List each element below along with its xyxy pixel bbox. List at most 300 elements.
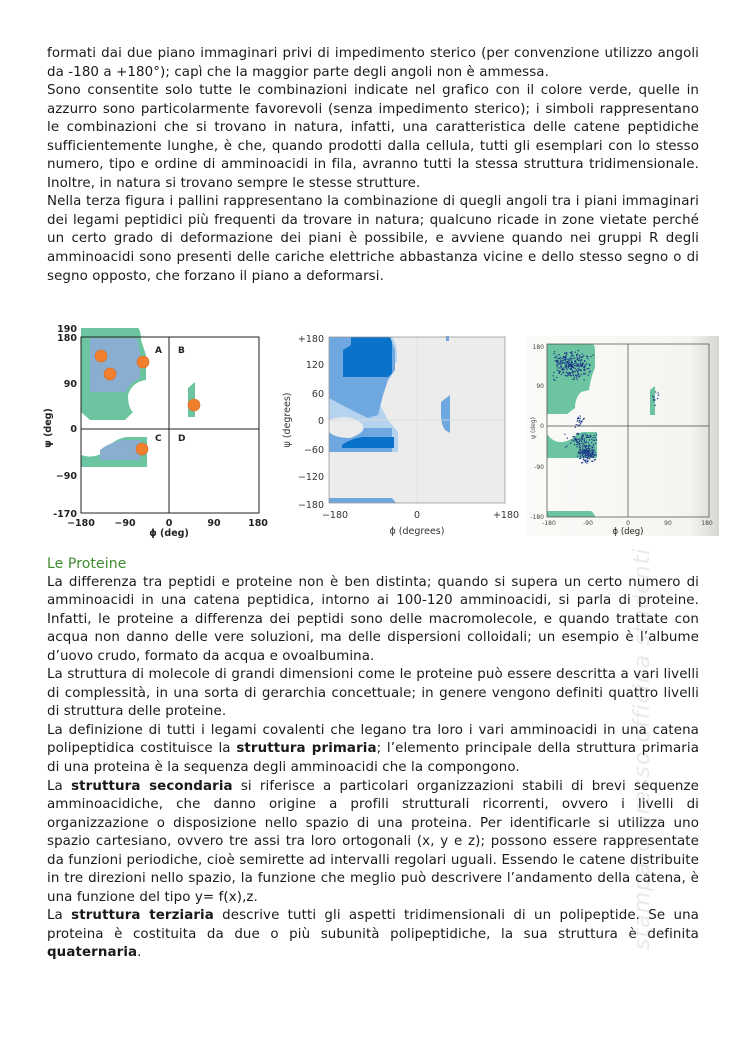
y-tick-label: 180 xyxy=(57,333,77,344)
scatter-point xyxy=(584,367,585,368)
scatter-point xyxy=(596,439,597,440)
scatter-point xyxy=(653,396,654,397)
y-axis-label: ψ (degrees) xyxy=(282,392,293,448)
scatter-point xyxy=(585,442,586,443)
scatter-point xyxy=(578,360,579,361)
text: La xyxy=(47,908,72,924)
scatter-point xyxy=(588,445,589,446)
paragraph xyxy=(47,778,699,908)
scatter-point xyxy=(658,394,659,395)
scatter-point xyxy=(556,377,557,378)
scatter-point xyxy=(581,366,582,367)
scatter-point xyxy=(575,437,576,438)
scatter-point xyxy=(574,379,575,380)
scatter-point xyxy=(573,440,574,441)
scatter-point xyxy=(580,363,581,364)
scatter-point xyxy=(576,444,577,445)
x-tick-label: −180 xyxy=(321,510,349,521)
scatter-point xyxy=(576,377,577,378)
y-axis-label: ψ (deg) xyxy=(530,417,537,439)
scatter-point xyxy=(579,424,580,425)
y-tick-label: -180 xyxy=(530,514,544,521)
y-tick-label: 90 xyxy=(536,383,544,390)
scatter-point xyxy=(553,372,554,373)
scatter-point xyxy=(587,461,588,462)
scatter-point xyxy=(571,439,572,440)
scatter-point xyxy=(596,434,597,435)
paragraph xyxy=(47,722,699,778)
scatter-point xyxy=(556,360,557,361)
scatter-point xyxy=(580,370,581,371)
scatter-point xyxy=(576,441,577,442)
scatter-point xyxy=(573,436,574,437)
scatter-point xyxy=(578,444,579,445)
scatter-point xyxy=(595,452,596,453)
scatter-point xyxy=(563,356,564,357)
scatter-point xyxy=(568,365,569,366)
scatter-point xyxy=(567,361,568,362)
paragraph: La differenza tra peptidi e proteine non è ben distinta; quando si supera un certo numero di amminoacidi in una catena peptidica, intorno ai 100-120 amminoacidi, si parla di proteine. Infatti, le proteine a differenza dei peptidi sono delle macromolecole, e quando trattate con acqua non danno delle vere soluzioni, ma delle dispersioni colloidali; un esempio è l’albume d’uovo crudo, formato da acqua e ovoalbumina. xyxy=(47,574,699,664)
scatter-point xyxy=(655,405,656,406)
scatter-point xyxy=(577,368,578,369)
scatter-point xyxy=(576,424,577,425)
scatter-point xyxy=(592,437,593,438)
term-struttura-secondaria: struttura secondaria xyxy=(71,778,233,794)
scatter-point xyxy=(577,372,578,373)
y-tick-label: 90 xyxy=(63,379,77,390)
scatter-point xyxy=(576,359,577,360)
scatter-point xyxy=(592,447,593,448)
y-tick-label: 0 xyxy=(70,424,77,435)
scatter-point xyxy=(578,350,579,351)
scatter-point xyxy=(587,455,588,456)
scatter-point xyxy=(572,354,573,355)
quadrant-label: D xyxy=(178,434,186,444)
scatter-point xyxy=(580,456,581,457)
scatter-point xyxy=(581,359,582,360)
scatter-point xyxy=(570,368,571,369)
scatter-point xyxy=(589,439,590,440)
scatter-point xyxy=(581,363,582,364)
scatter-point xyxy=(583,373,584,374)
scatter-point xyxy=(567,369,568,370)
scatter-point xyxy=(562,358,563,359)
scatter-point xyxy=(557,367,558,368)
quadrant-label: A xyxy=(155,346,162,356)
scatter-point xyxy=(567,359,568,360)
scatter-point xyxy=(565,447,566,448)
x-tick-label: 180 xyxy=(701,520,713,527)
scatter-point xyxy=(590,455,591,456)
scatter-point xyxy=(586,452,587,453)
text: . xyxy=(137,945,142,961)
scatter-point xyxy=(589,372,590,373)
scatter-point xyxy=(590,436,591,437)
scatter-point xyxy=(580,450,581,451)
scatter-point xyxy=(568,374,569,375)
scatter-point xyxy=(559,363,560,364)
ramachandran-plot-3 xyxy=(527,336,719,536)
scatter-point xyxy=(581,441,582,442)
text: ; l’elemento principale della struttura primaria di una proteina è la sequenza degli amminoacidi che la compongono. xyxy=(47,741,699,776)
scatter-point xyxy=(581,353,582,354)
scatter-point xyxy=(579,418,580,419)
scatter-point xyxy=(566,375,567,376)
x-tick-label: 0 xyxy=(626,520,630,527)
scatter-point xyxy=(573,375,574,376)
scatter-point xyxy=(594,455,595,456)
scatter-point xyxy=(569,373,570,374)
scatter-point xyxy=(576,375,577,376)
scatter-point xyxy=(576,365,577,366)
scatter-point xyxy=(566,445,567,446)
scatter-point xyxy=(571,358,572,359)
scatter-point xyxy=(578,358,579,359)
x-axis-label: ϕ (deg) xyxy=(149,528,189,539)
scatter-point xyxy=(582,435,583,436)
scatter-point xyxy=(586,435,587,436)
scatter-point xyxy=(560,360,561,361)
term-quaternaria: quaternaria xyxy=(47,945,138,961)
scatter-point xyxy=(569,359,570,360)
scatter-point xyxy=(587,448,588,449)
scatter-point xyxy=(589,452,590,453)
scatter-point xyxy=(589,458,590,459)
scatter-point xyxy=(595,443,596,444)
scatter-point xyxy=(583,453,584,454)
scatter-point xyxy=(578,453,579,454)
scatter-point xyxy=(556,364,557,365)
scatter-point xyxy=(657,398,658,399)
scatter-point xyxy=(566,352,567,353)
scatter-point xyxy=(572,379,573,380)
scatter-point xyxy=(558,362,559,363)
scatter-point xyxy=(581,437,582,438)
scatter-point xyxy=(560,363,561,364)
scatter-point xyxy=(556,369,557,370)
scatter-point xyxy=(592,461,593,462)
x-tick-label: 90 xyxy=(664,520,672,527)
scatter-point xyxy=(584,460,585,461)
scatter-point xyxy=(578,373,579,374)
y-tick-label: +180 xyxy=(297,334,324,345)
scatter-point xyxy=(586,363,587,364)
scatter-point xyxy=(582,438,583,439)
y-tick-label: −120 xyxy=(297,472,324,483)
scatter-point xyxy=(562,369,563,370)
scatter-point xyxy=(584,370,585,371)
y-tick-label: −180 xyxy=(297,500,324,511)
y-tick-label: 180 xyxy=(532,344,544,351)
y-tick-label: 0 xyxy=(540,423,544,430)
scatter-point xyxy=(577,371,578,372)
scatter-point xyxy=(591,449,592,450)
x-tick-label: -90 xyxy=(583,520,593,527)
scatter-point xyxy=(580,452,581,453)
scatter-point xyxy=(553,353,554,354)
y-tick-label: 60 xyxy=(311,389,324,400)
scatter-point xyxy=(577,354,578,355)
y-tick-label: 190 xyxy=(57,324,77,335)
scatter-point xyxy=(570,374,571,375)
scatter-point xyxy=(577,456,578,457)
scatter-point xyxy=(565,357,566,358)
scatter-point xyxy=(574,365,575,366)
data-point xyxy=(95,350,107,362)
scatter-point xyxy=(587,368,588,369)
scatter-point xyxy=(591,439,592,440)
text: La xyxy=(47,778,72,794)
scatter-point xyxy=(585,364,586,365)
scatter-point xyxy=(592,451,593,452)
scatter-point xyxy=(593,450,594,451)
scatter-point xyxy=(580,415,581,416)
scatter-point xyxy=(584,455,585,456)
scatter-point xyxy=(580,361,581,362)
scatter-point xyxy=(583,444,584,445)
scatter-point xyxy=(575,427,576,428)
scatter-point xyxy=(586,355,587,356)
y-tick-label: -90 xyxy=(534,464,544,471)
scatter-point xyxy=(564,375,565,376)
scatter-point xyxy=(570,363,571,364)
scatter-point xyxy=(556,355,557,356)
scatter-point xyxy=(556,366,557,367)
scatter-point xyxy=(557,360,558,361)
scatter-point xyxy=(557,358,558,359)
scatter-point xyxy=(578,365,579,366)
scatter-point xyxy=(657,392,658,393)
scatter-point xyxy=(578,434,579,435)
scatter-point xyxy=(584,440,585,441)
scatter-point xyxy=(560,365,561,366)
scatter-point xyxy=(591,452,592,453)
x-axis-label: ϕ (degrees) xyxy=(389,526,445,537)
scatter-point xyxy=(581,356,582,357)
scatter-point xyxy=(557,364,558,365)
scatter-point xyxy=(554,351,555,352)
text: si riferisce a particolari organizzazioni stabili di brevi sequenze amminoacidiche, che danno origine a profili strutturali ricorrenti, ovvero i livelli di organizzazione o disposizione nello spazio di una proteina. Per identificarle si utilizza uno spazio cartesiano, ovvero tre assi tra loro ortogonali (x, y e z); possono essere rappresentate da funzioni periodiche, cioè semirette ad intervalli regolari uguali. Essendo le catene distribuite in tre direzioni nello spazio, la funzione che meglio può descrivere l’andamento della catena, è una funzione del tipo y= f(x),z. xyxy=(47,778,699,905)
scatter-point xyxy=(575,352,576,353)
scatter-point xyxy=(587,458,588,459)
scatter-point xyxy=(581,421,582,422)
scatter-point xyxy=(593,435,594,436)
data-point xyxy=(104,368,116,380)
scatter-point xyxy=(564,353,565,354)
scatter-point xyxy=(570,443,571,444)
scatter-point xyxy=(570,356,571,357)
scatter-point xyxy=(574,363,575,364)
y-axis-label: ψ (deg) xyxy=(43,408,54,448)
scatter-point xyxy=(571,351,572,352)
scatter-point xyxy=(590,371,591,372)
quadrant-label: C xyxy=(155,434,162,444)
scatter-point xyxy=(575,439,576,440)
scatter-point xyxy=(580,423,581,424)
scatter-point xyxy=(591,454,592,455)
scatter-point xyxy=(595,459,596,460)
scatter-point xyxy=(579,366,580,367)
paragraph: Nella terza figura i pallini rappresentano la combinazione di quegli angoli tra i piani immaginari dei legami peptidici più frequenti da trovare in natura; qualcuno ricade in zone vietate perché un certo grado di deformazione dei piani è possibile, e avviene quando nei gruppi R degli amminoacidi sono presenti delle cariche elettriche abbastanza vicine e dello stesso segno o di segno opposto, che forzano il piano a deformarsi. xyxy=(47,194,699,284)
scatter-point xyxy=(574,361,575,362)
scatter-point xyxy=(561,374,562,375)
scatter-point xyxy=(578,451,579,452)
scatter-point xyxy=(576,357,577,358)
scatter-point xyxy=(559,367,560,368)
x-tick-label: +180 xyxy=(492,510,520,521)
scatter-point xyxy=(582,448,583,449)
scatter-point xyxy=(575,368,576,369)
scatter-point xyxy=(576,369,577,370)
scatter-point xyxy=(577,420,578,421)
ramachandran-plot-2 xyxy=(280,320,520,540)
scatter-point xyxy=(568,363,569,364)
scatter-point xyxy=(569,362,570,363)
scatter-point xyxy=(596,454,597,455)
scatter-point xyxy=(579,445,580,446)
scatter-point xyxy=(583,355,584,356)
scatter-point xyxy=(576,379,577,380)
x-tick-label: 90 xyxy=(207,518,221,529)
scatter-point xyxy=(572,366,573,367)
scatter-point xyxy=(574,371,575,372)
scatter-point xyxy=(653,400,654,401)
scatter-point xyxy=(585,459,586,460)
quadrant-label: B xyxy=(178,346,185,356)
scatter-point xyxy=(588,368,589,369)
scatter-point xyxy=(582,455,583,456)
scatter-point xyxy=(564,434,565,435)
scatter-point xyxy=(559,358,560,359)
scatter-point xyxy=(584,361,585,362)
scatter-point xyxy=(584,451,585,452)
scatter-point xyxy=(582,462,583,463)
scatter-point xyxy=(579,447,580,448)
scatter-point xyxy=(577,369,578,370)
scatter-point xyxy=(554,380,555,381)
scatter-point xyxy=(595,437,596,438)
scatter-point xyxy=(579,356,580,357)
scatter-point xyxy=(561,369,562,370)
scatter-point xyxy=(580,443,581,444)
data-point xyxy=(137,356,149,368)
x-tick-label: 0 xyxy=(413,510,421,521)
scatter-point xyxy=(581,374,582,375)
x-tick-label: −90 xyxy=(114,518,136,529)
scatter-point xyxy=(586,445,587,446)
scatter-point xyxy=(588,374,589,375)
scatter-point xyxy=(579,421,580,422)
scatter-point xyxy=(566,372,567,373)
scatter-point xyxy=(582,442,583,443)
x-tick-label: 180 xyxy=(248,518,268,529)
section-heading: Le Proteine xyxy=(47,556,127,572)
scatter-point xyxy=(585,457,586,458)
scatter-point xyxy=(579,438,580,439)
scatter-point xyxy=(573,371,574,372)
scatter-point xyxy=(584,441,585,442)
scatter-point xyxy=(559,372,560,373)
watermark: stampato presso officina studenti xyxy=(630,547,655,950)
text: descrive tutti gli aspetti tridimensionali di un polipeptide. Se una proteina è costituita da due o più subunità polipeptidiche, la sua struttura è definita xyxy=(47,908,699,942)
data-point xyxy=(188,399,200,411)
scatter-point xyxy=(585,434,586,435)
x-tick-label: -180 xyxy=(542,520,556,527)
scatter-point xyxy=(574,376,575,377)
scatter-point xyxy=(554,357,555,358)
scatter-point xyxy=(576,446,577,447)
scatter-point xyxy=(553,379,554,380)
scatter-point xyxy=(589,448,590,449)
scatter-point xyxy=(593,444,594,445)
bottom-text xyxy=(47,556,699,963)
scatter-point xyxy=(582,434,583,435)
scatter-point xyxy=(564,360,565,361)
scatter-point xyxy=(586,441,587,442)
scatter-point xyxy=(592,440,593,441)
scatter-point xyxy=(579,440,580,441)
scatter-point xyxy=(586,455,587,456)
scatter-point xyxy=(563,360,564,361)
scatter-point xyxy=(585,447,586,448)
scatter-point xyxy=(589,364,590,365)
scatter-point xyxy=(592,354,593,355)
scatter-point xyxy=(574,444,575,445)
scatter-point xyxy=(562,372,563,373)
scatter-point xyxy=(583,456,584,457)
scatter-point xyxy=(562,362,563,363)
scatter-point xyxy=(589,450,590,451)
scatter-point xyxy=(563,367,564,368)
term-struttura-terziaria: struttura terziaria xyxy=(71,908,214,924)
y-tick-label: −90 xyxy=(55,471,77,482)
scatter-point xyxy=(571,369,572,370)
scatter-point xyxy=(584,438,585,439)
scatter-point xyxy=(584,373,585,374)
scatter-point xyxy=(562,368,563,369)
scatter-point xyxy=(579,355,580,356)
y-tick-label: -170 xyxy=(53,509,77,520)
scatter-point xyxy=(572,358,573,359)
scatter-point xyxy=(553,375,554,376)
scatter-point xyxy=(577,363,578,364)
scatter-point xyxy=(568,367,569,368)
paragraph: formati dai due piano immaginari privi di impedimento sterico (per convenzione utilizzo angoli da -180 a +180°); capì che la maggior parte degli angoli non è ammessa. xyxy=(47,46,699,80)
scatter-point xyxy=(577,418,578,419)
scatter-point xyxy=(567,437,568,438)
ramachandran-plot-1 xyxy=(40,320,280,540)
scatter-point xyxy=(587,358,588,359)
scatter-point xyxy=(652,395,653,396)
scatter-point xyxy=(579,420,580,421)
scatter-point xyxy=(566,365,567,366)
paragraph: Sono consentite solo tutte le combinazioni indicate nel grafico con il colore verde, quelle in azzurro sono particolarmente favorevoli (senza impedimento sterico); i simboli rappresentano le combinazioni che si trovano in natura, infatti, una caratteristica delle catene peptidiche sufficientemente lunghe, è che, quando prodotti dalla cellula, tutti gli esemplari con lo stesso numero, tipo e ordine di amminoacidi in fila, avranno tutti la stessa struttura tridimensionale. Inoltre, in natura si trovano sempre le stesse strutture. xyxy=(47,83,699,191)
scatter-point xyxy=(583,379,584,380)
scatter-point xyxy=(558,354,559,355)
scatter-point xyxy=(586,462,587,463)
scatter-point xyxy=(574,358,575,359)
scatter-point xyxy=(584,445,585,446)
scatter-point xyxy=(577,442,578,443)
term-struttura-primaria: struttura primaria xyxy=(236,741,377,757)
scatter-point xyxy=(573,364,574,365)
scatter-point xyxy=(590,356,591,357)
scatter-point xyxy=(580,458,581,459)
y-tick-label: 0 xyxy=(317,416,324,427)
scatter-point xyxy=(579,375,580,376)
scatter-point xyxy=(591,442,592,443)
scatter-point xyxy=(570,359,571,360)
